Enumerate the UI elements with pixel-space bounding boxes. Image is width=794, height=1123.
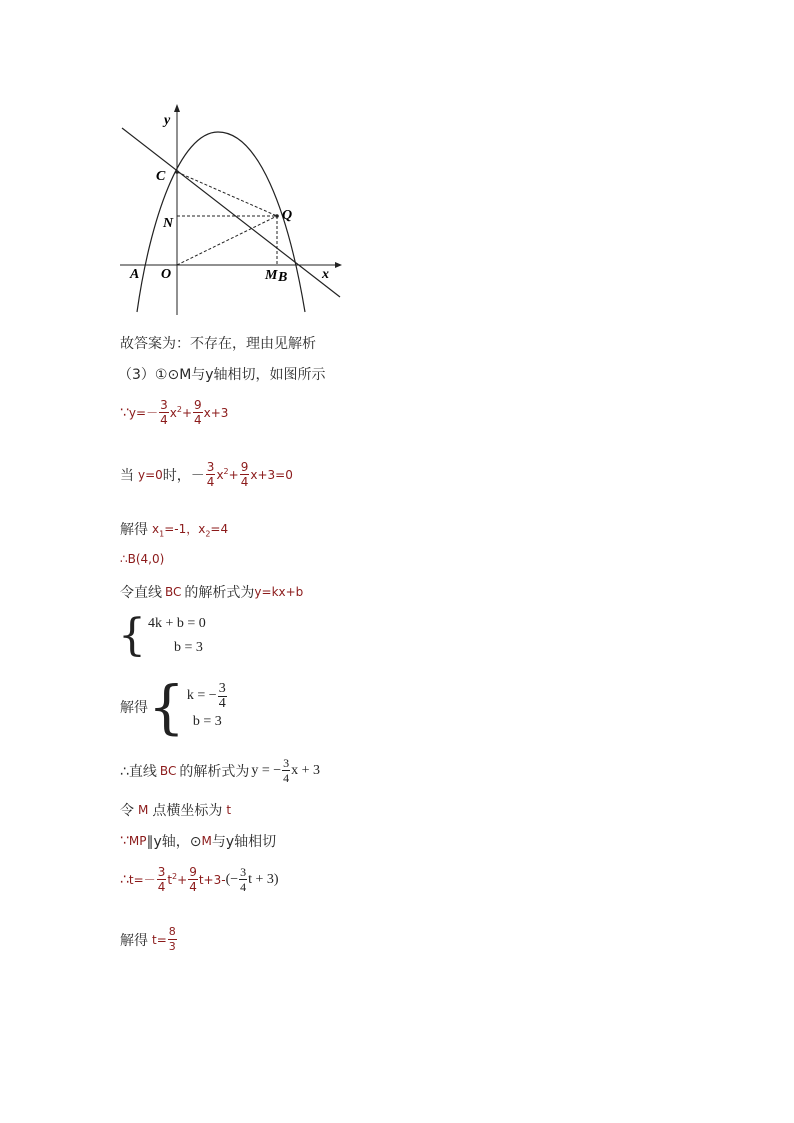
bc-result-prefix: ∴直线 [120,763,157,780]
t-paren-tail: t + 3) [248,871,279,887]
let-m-prefix: 令 [120,803,134,819]
eq-y: y=－ [128,406,159,420]
bc-result-frac: $\frac{3}{4}$ [283,756,290,785]
frac-9-4b: $\frac{9}{4}$ [240,460,249,489]
answer-line: 故答案为：不存在，理由见解析 [120,336,316,352]
t-solution [120,925,178,954]
t-frac-3-4c: $\frac{3}{4}$ [240,865,247,894]
let-bc-prefix: 令直线 [120,585,162,601]
solve3-t: t= [152,932,167,947]
let-bc-mid: 的解析式为 [184,585,255,601]
point-c-dot [175,170,179,174]
eq-tail-b: x+3=0 [250,467,293,482]
part3-line: （3）①⊙M与y轴相切，如图所示 [118,367,326,383]
let-bc-line [120,582,303,602]
roots-line [120,519,228,539]
bc-result-name: BC [159,763,177,778]
label-q: Q [282,208,293,223]
sys1-eq2: b = 3 [174,640,203,655]
t-eq-prefix: ∴ [120,871,129,888]
bc-result-line [120,756,320,785]
label-x: x [322,267,329,282]
bc-result-tail: x + 3 [291,762,321,778]
solve2-label: 解得 [120,700,148,716]
mp-line [120,831,276,851]
mp-because: ∵ [120,833,129,849]
label-o: O [161,267,172,282]
let-m-M: M [138,803,149,817]
t-sq: $t^2+$ [167,872,188,887]
t-frac-3-4: $\frac{3}{4}$ [157,865,166,894]
line-bc [122,128,340,297]
when-y0: y=0 [138,467,163,482]
when-y0-equation [120,460,293,489]
label-n: N [163,216,174,231]
label-c: C [156,169,166,184]
label-a: A [130,267,140,282]
eq-tail: x+3 [203,405,229,420]
bc-result-mid: 的解析式为 [179,763,250,780]
frac-3-4: $\frac{3}{4}$ [160,398,168,427]
bc-result-y: y = − [251,762,282,778]
parabola-equation [120,398,228,427]
frac-3-4b: $\frac{3}{4}$ [206,460,215,489]
x-axis-arrow-icon [335,262,342,268]
let-bc-expr: y=kx+b [254,585,304,599]
mp-M: M [201,834,212,848]
when-suffix: 时，－ [162,467,205,484]
t-eq-red: t=－ [128,873,156,887]
sys2-frac: $\frac{3}{4}$ [218,680,226,711]
parabola-figure [110,100,350,320]
frac-9-4: $\frac{9}{4}$ [194,398,202,427]
point-q-dot [275,214,279,218]
mp-red: MP [128,834,147,848]
label-m: M [265,268,278,283]
because-symbol: ∵ [120,404,129,421]
let-bc-name: BC [165,585,182,599]
sys2-b: b = 3 [192,713,222,729]
mp-suffix: 与y轴相切 [211,834,277,850]
frac-8-3: $\frac{8}{3}$ [168,925,176,953]
t-paren-open: (− [225,871,239,887]
solve1-label: 解得 [120,522,148,538]
system-2 [120,673,228,741]
let-m-t: t [226,803,232,817]
t-frac-9-4: $\frac{9}{4}$ [189,865,197,894]
t-mid: t+3- [198,872,226,887]
label-b: B [278,270,288,285]
when-label: 当 [120,467,134,484]
let-m-suffix: 点横坐标为 [152,803,223,819]
label-y: y [164,113,171,128]
point-b-line: ∴B(4,0) [120,552,165,566]
let-m-line [120,800,231,820]
mp-mid: ∥y轴，⊙ [146,834,202,850]
eq-x2: $x^2+$ [169,405,192,420]
t-equation [120,865,279,894]
system-1 [118,612,206,660]
sys1-eq1: 4k + b = 0 [148,616,206,631]
segment-oq [177,216,277,265]
y-axis-arrow-icon [174,104,180,112]
sys2-k: k = − [186,688,217,703]
solve1-roots: $x_1=-1$，$x_2=4$ [152,521,229,539]
brace-1: { [118,610,146,661]
eq-x2b: $x^2+$ [216,467,239,482]
solve3-label: 解得 [120,932,148,949]
brace-2: { [148,673,185,741]
